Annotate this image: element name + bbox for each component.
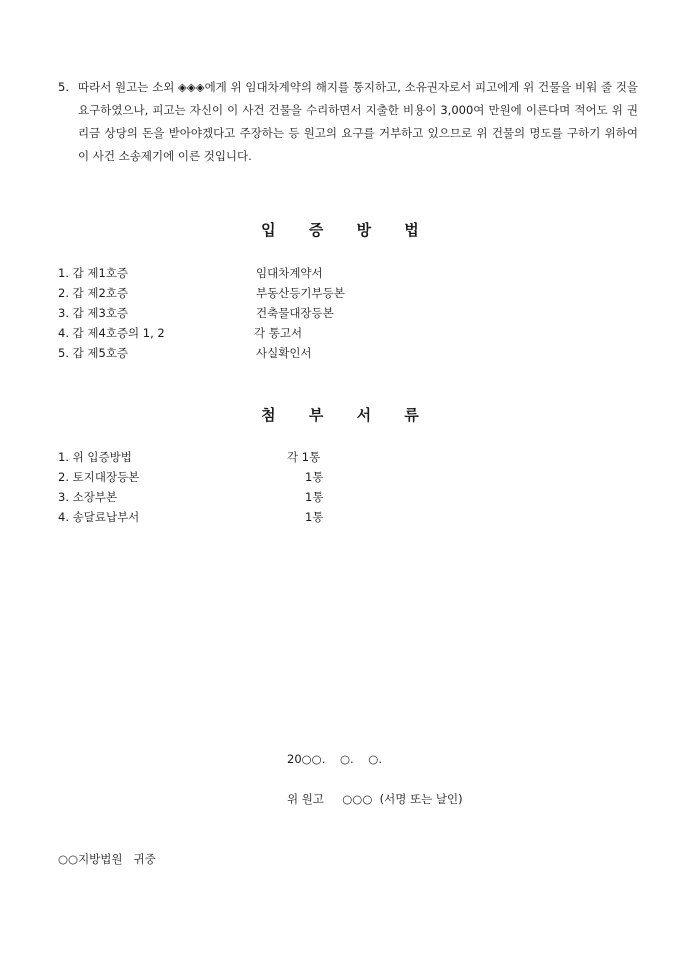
evidence-label: 1. 갑 제1호증: [58, 266, 129, 280]
evidence-value: 부동산등기부등본: [256, 286, 345, 300]
court-addressee: ○○지방법원 귀중: [58, 852, 156, 866]
attachment-label: 2. 토지대장등본: [58, 470, 140, 484]
attachment-count: 1통: [305, 470, 324, 484]
evidence-heading: 입 증 방 법: [261, 221, 433, 239]
evidence-label: 5. 갑 제5호증: [58, 346, 129, 360]
attachment-count: 1통: [305, 490, 324, 504]
evidence-value: 사실확인서: [256, 346, 312, 360]
attachment-label: 3. 소장부본: [58, 490, 118, 504]
evidence-value: 임대차계약서: [256, 266, 323, 280]
attachment-label: 4. 송달료납부서: [58, 510, 140, 524]
claim-paragraph: [58, 76, 638, 168]
attachment-count: 각 1통: [287, 450, 321, 464]
evidence-label: 2. 갑 제2호증: [58, 286, 129, 300]
evidence-label: 3. 갑 제3호증: [58, 306, 129, 320]
attachment-label: 1. 위 입증방법: [58, 450, 132, 464]
attachments-heading: 첨 부 서 류: [261, 406, 433, 424]
evidence-label: 4. 갑 제4호증의 1, 2: [58, 326, 165, 340]
attachment-count: 1통: [305, 510, 324, 524]
filing-date: 20○○. ○. ○.: [287, 752, 382, 766]
evidence-value: 건축물대장등본: [256, 306, 334, 320]
paragraph-text: 따라서 원고는 소외 ◈◈◈에게 위 임대차계약의 해지를 통지하고, 소유권자로서 피고에게 위 건물을 비워 줄 것을 요구하였으나, 피고는 자신이 이 사건 건물을 수리하면서 지출한 비용이 3,000여 만원에 이른다며 적어도 위 권리금 상당의 돈을 받아야겠다고 주장하는 등 원고의 요구를 거부하고 있으므로 위 건물의 명도를 구하기 위하여 이 사건 소송제기에 이른 것입니다.: [78, 80, 638, 163]
evidence-value: 각 통고서: [254, 326, 303, 340]
paragraph-number: 5.: [58, 80, 69, 94]
plaintiff-signature: 위 원고 ○○○ (서명 또는 날인): [287, 792, 463, 806]
